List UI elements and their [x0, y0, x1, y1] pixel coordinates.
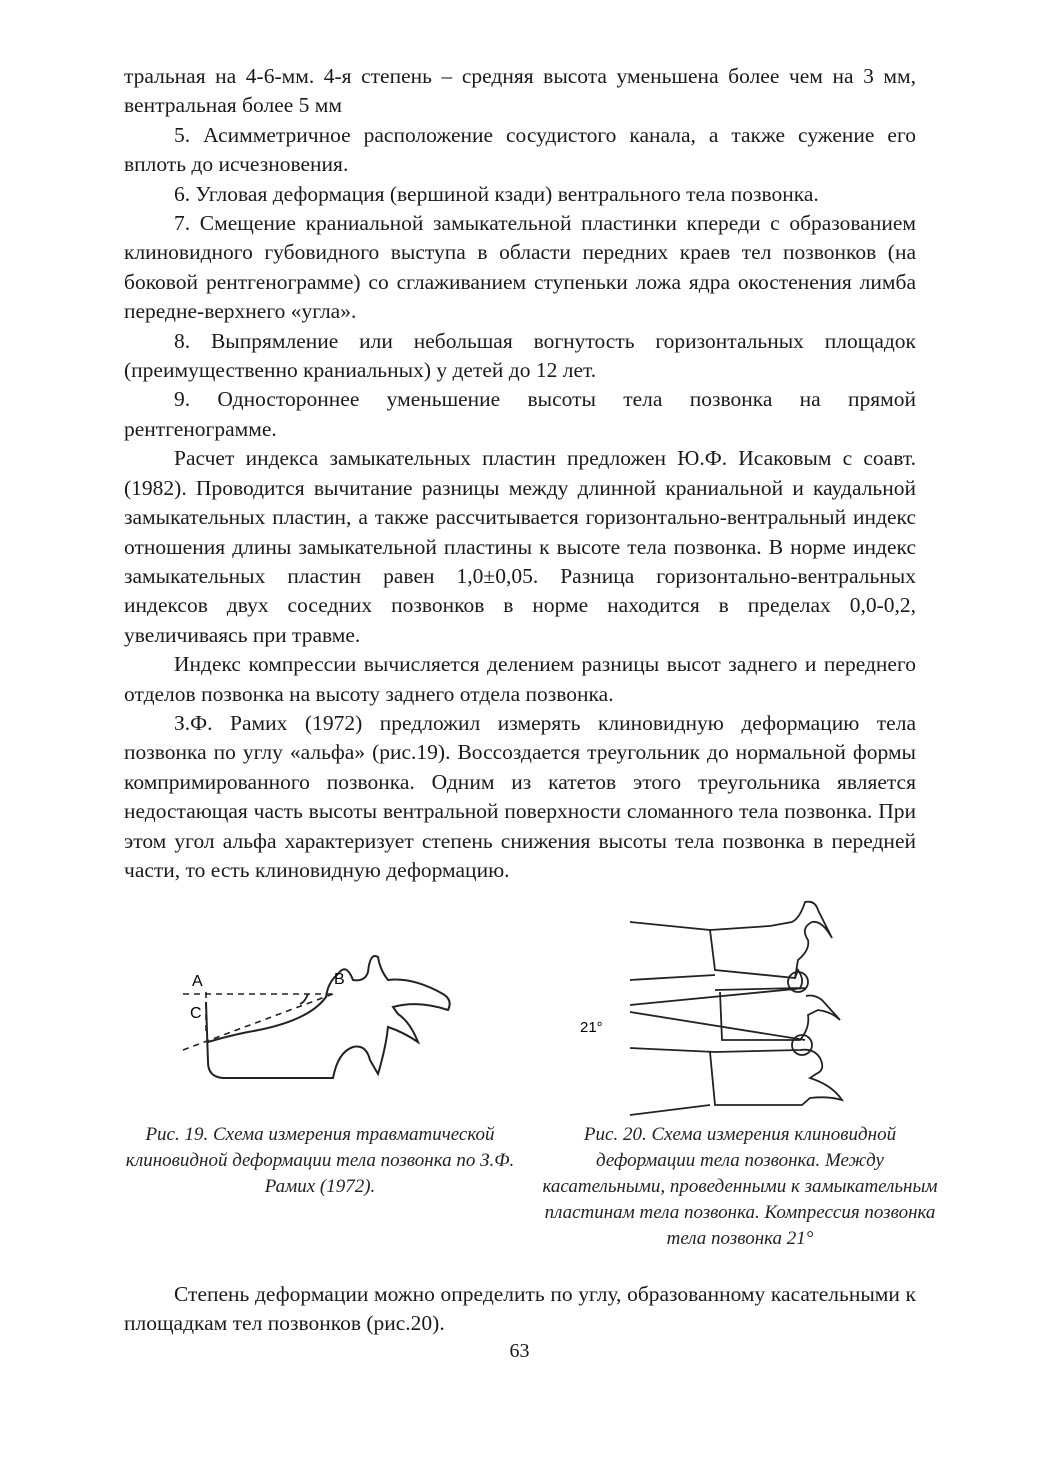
- paragraph: тральная на 4-6-мм. 4-я степень – средняя высота уменьшена более чем на 3 мм, вентральная более 5 мм: [124, 64, 916, 118]
- paragraph: 7. Смещение краниальной замыкательной пластинки кпереди с образованием клиновидного губовидного выступа в области передних краев тел позвонков (на боковой рентгенограмме) со сглаживанием ступеньки ложа ядра окостенения лимба передне-верхнего «угла».: [124, 211, 916, 324]
- angle-arc: [300, 994, 308, 1004]
- angle-label: 21°: [580, 1019, 603, 1036]
- figure-20-caption: Рис. 20. Схема измерения клиновидной деформации тела позвонка. Между касательными, проведенными к замыкательным пластинам тела позвонка. Компрессия позвонка тела позвонка 21°: [542, 1124, 938, 1249]
- page-number: 63: [509, 1340, 530, 1362]
- figure-20-vertebrae-diagram: [570, 900, 900, 1130]
- paragraph: 6. Угловая деформация (вершиной кзади) вентрального тела позвонка.: [174, 181, 819, 206]
- body-text: [124, 62, 916, 885]
- label-a: A: [192, 973, 203, 990]
- closing-text: [124, 1280, 916, 1339]
- paragraph: Расчет индекса замыкательных пластин предложен Ю.Ф. Исаковым с соавт. (1982). Проводится вычитание разницы между длинной краниальной и каудальной замыкательных пластин, а также рассчитывается горизонтально-вентральный индекс отношения длины замыкательной пластины к высоте тела позвонка. В норме индекс замыкательных пластин равен 1,0±0,05. Разница горизонтально-вентральных индексов двух соседних позвонков в норме находится в пределах 0,0-0,2, увеличиваясь при травме.: [124, 446, 916, 647]
- paragraph: Степень деформации можно определить по углу, образованному касательными к площадкам тел позвонков (рис.20).: [124, 1282, 916, 1336]
- label-c: C: [190, 1005, 202, 1022]
- paragraph: Индекс компрессии вычисляется делением разницы высот заднего и переднего отделов позвонка на высоту заднего отдела позвонка.: [124, 652, 916, 706]
- figures: [0, 890, 1039, 1270]
- figure-19-caption: Рис. 19. Схема измерения травматической клиновидной деформации тела позвонка по З.Ф. Рамих (1972).: [125, 1124, 515, 1197]
- label-b: B: [334, 971, 345, 988]
- paragraph: З.Ф. Рамих (1972) предложил измерять клиновидную деформацию тела позвонка по углу «альфа» (рис.19). Воссоздается треугольник до нормальной формы компримированного позвонка. Одним из катетов этого треугольника является недостающая часть высоты вентральной поверхности сломанного тела позвонка. При этом угол альфа характеризует степень снижения высоты тела позвонка в передней части, то есть клиновидную деформацию.: [124, 710, 916, 882]
- paragraph: 5. Асимметричное расположение сосудистого канала, а также сужение его вплоть до исчезновения.: [124, 122, 916, 177]
- vertebra-outline: [206, 956, 450, 1078]
- figure-19-vertebra-diagram: [148, 952, 478, 1137]
- paragraph: 9. Одностороннее уменьшение высоты тела позвонка на прямой рентгенограмме.: [124, 387, 916, 441]
- paragraph: 8. Выпрямление или небольшая вогнутость горизонтальных площадок (преимущественно краниальных) у детей до 12 лет.: [124, 328, 916, 383]
